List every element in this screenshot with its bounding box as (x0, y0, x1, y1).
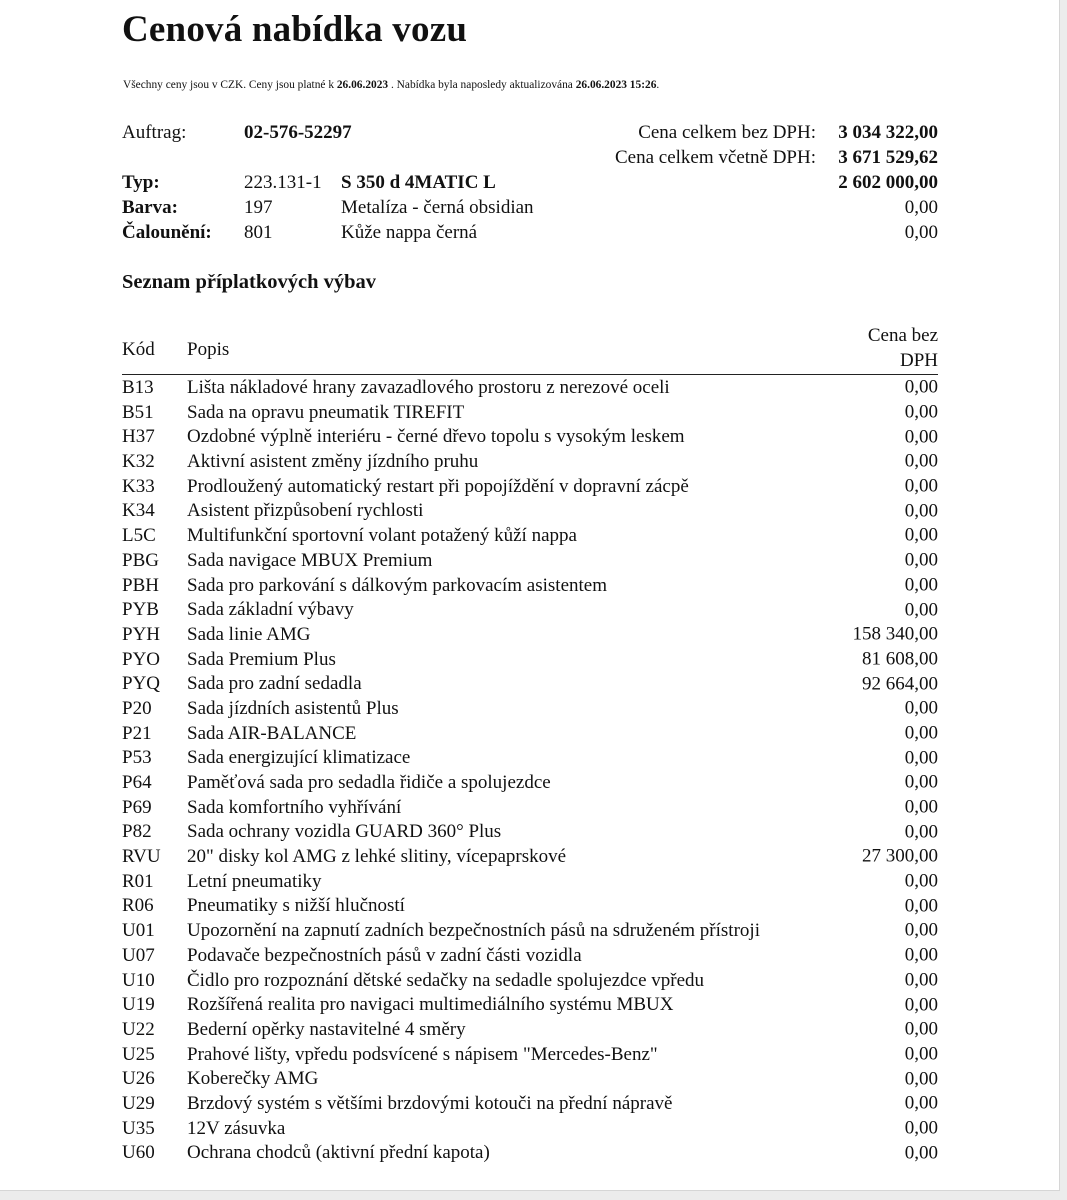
barva-code: 197 (244, 197, 273, 218)
option-price: 0,00 (904, 796, 938, 818)
option-price: 0,00 (904, 1142, 938, 1164)
option-description: Ozdobné výplně interiéru - černé dřevo topolu s vysokým leskem (187, 426, 685, 448)
table-row (122, 598, 938, 623)
table-row (122, 993, 938, 1018)
updated-timestamp: 26.06.2023 15:26 (575, 79, 657, 91)
option-price: 0,00 (904, 821, 938, 843)
options-table (122, 323, 938, 1166)
option-code: R06 (122, 895, 154, 917)
option-description: Sada linie AMG (187, 623, 311, 645)
option-price: 0,00 (904, 451, 938, 473)
table-row (122, 524, 938, 549)
option-description: Prodloužený automatický restart při popojíždění v dopravní zácpě (187, 475, 689, 497)
table-row (122, 574, 938, 599)
table-row (122, 401, 938, 426)
option-price: 0,00 (904, 376, 938, 398)
option-code: P69 (122, 796, 152, 818)
option-description: Multifunkční sportovní volant potažený kůží nappa (187, 525, 577, 547)
option-price: 158 340,00 (852, 623, 938, 645)
option-price: 0,00 (904, 1018, 938, 1040)
table-row (122, 944, 938, 969)
option-description: Letní pneumatiky (187, 870, 322, 892)
option-description: Sada pro parkování s dálkovým parkovacím asistentem (187, 574, 608, 596)
option-code: RVU (122, 846, 161, 868)
table-header (122, 323, 938, 375)
table-row (122, 1092, 938, 1117)
barva-row (122, 195, 938, 220)
column-header-cena (868, 323, 938, 373)
table-row (122, 672, 938, 697)
option-price: 27 300,00 (862, 846, 938, 868)
option-code: B13 (122, 377, 154, 398)
option-price: 0,00 (904, 920, 938, 942)
option-code: U22 (122, 1018, 155, 1040)
option-price: 0,00 (904, 549, 938, 571)
option-description: Sada jízdních asistentů Plus (187, 697, 399, 719)
option-code: P82 (122, 821, 152, 843)
option-code: U35 (122, 1117, 155, 1139)
total-excl-vat-label: Cena celkem bez DPH: (638, 122, 816, 143)
option-code: PYQ (122, 673, 161, 695)
option-description: Koberečky AMG (187, 1068, 319, 1090)
typ-label: Typ: (122, 172, 160, 193)
table-row (122, 499, 938, 524)
table-row (122, 376, 938, 401)
total-incl-row (122, 145, 938, 170)
table-row (122, 697, 938, 722)
option-code: B51 (122, 401, 154, 423)
note-suffix: . (656, 79, 660, 91)
option-price: 0,00 (904, 1043, 938, 1065)
table-row (122, 870, 938, 895)
auftrag-label: Auftrag: (122, 122, 187, 143)
option-description: Sada Premium Plus (187, 648, 336, 670)
option-code: U29 (122, 1092, 155, 1114)
price-validity-note (123, 79, 659, 91)
option-description: Upozornění na zapnutí zadních bezpečnostních pásů na sdruženém přístroji (187, 920, 760, 942)
typ-name: S 350 d 4MATIC L (341, 172, 496, 193)
option-price: 0,00 (904, 1092, 938, 1114)
table-row (122, 1141, 938, 1166)
table-row (122, 845, 938, 870)
calouneni-row (122, 220, 938, 245)
note-prefix: Všechny ceny jsou v CZK. Ceny jsou platné k (123, 79, 337, 91)
option-description: Sada komfortního vyhřívání (187, 796, 402, 818)
option-description: Sada pro zadní sedadla (187, 673, 362, 695)
option-price: 81 608,00 (862, 648, 938, 670)
table-row (122, 1018, 938, 1043)
calouneni-name: Kůže nappa černá (341, 222, 478, 243)
option-description: Sada ochrany vozidla GUARD 360° Plus (187, 821, 502, 843)
typ-row (122, 170, 938, 195)
option-code: U60 (122, 1142, 155, 1164)
option-code: PBH (122, 574, 159, 596)
table-row (122, 648, 938, 673)
option-price: 0,00 (904, 500, 938, 522)
option-description: Sada AIR-BALANCE (187, 722, 357, 744)
table-row (122, 450, 938, 475)
vehicle-info-block (122, 120, 938, 245)
option-price: 0,00 (904, 599, 938, 621)
table-row (122, 796, 938, 821)
option-code: P21 (122, 722, 152, 744)
option-code: PBG (122, 549, 159, 571)
option-price: 0,00 (904, 870, 938, 892)
option-price: 0,00 (904, 525, 938, 547)
option-description: Prahové lišty, vpředu podsvícené s nápisem "Mercedes-Benz" (187, 1043, 658, 1065)
table-row (122, 623, 938, 648)
option-code: K34 (122, 500, 155, 522)
calouneni-price: 0,00 (904, 222, 938, 243)
option-code: PYO (122, 648, 161, 670)
option-code: U01 (122, 920, 155, 942)
option-price: 0,00 (904, 944, 938, 966)
typ-price: 2 602 000,00 (838, 172, 938, 193)
table-row (122, 549, 938, 574)
option-price: 0,00 (904, 1068, 938, 1090)
option-price: 0,00 (904, 426, 938, 448)
option-description: Sada na opravu pneumatik TIREFIT (187, 401, 465, 423)
option-code: K33 (122, 475, 155, 497)
option-description: Lišta nákladové hrany zavazadlového prostoru z nerezové oceli (187, 377, 670, 398)
option-code: U26 (122, 1068, 155, 1090)
option-description: 12V zásuvka (187, 1117, 286, 1139)
option-description: Rozšířená realita pro navigaci multimediálního systému MBUX (187, 994, 674, 1016)
auftrag-row (122, 120, 938, 145)
option-description: Aktivní asistent změny jízdního pruhu (187, 451, 479, 473)
table-row (122, 1067, 938, 1092)
option-code: H37 (122, 426, 155, 448)
option-description: Čidlo pro rozpoznání dětské sedačky na sedadle spolujezdce vpředu (187, 969, 705, 991)
typ-code: 223.131-1 (244, 172, 322, 193)
column-header-kod: Kód (122, 339, 155, 360)
column-header-cena-line2: DPH (899, 350, 938, 371)
table-row (122, 820, 938, 845)
option-price: 0,00 (904, 401, 938, 423)
calouneni-code: 801 (244, 222, 273, 243)
table-row (122, 1117, 938, 1142)
note-middle: . Nabídka byla naposledy aktualizována (388, 79, 576, 91)
barva-name: Metalíza - černá obsidian (341, 197, 534, 218)
option-description: Sada navigace MBUX Premium (187, 549, 433, 571)
barva-price: 0,00 (904, 197, 938, 218)
option-description: Paměťová sada pro sedadla řidiče a spolujezdce (187, 772, 551, 793)
table-row (122, 425, 938, 450)
calouneni-label: Čalounění: (122, 222, 212, 243)
option-code: U10 (122, 969, 155, 991)
page-title: Cenová nabídka vozu (122, 9, 468, 50)
option-description: Asistent přizpůsobení rychlosti (187, 500, 424, 522)
column-header-cena-line1: Cena bez (867, 325, 938, 346)
column-header-popis: Popis (187, 339, 230, 360)
option-description: Pneumatiky s nižší hlučností (187, 895, 405, 917)
option-price: 0,00 (904, 747, 938, 769)
option-price: 0,00 (904, 1117, 938, 1139)
table-body (122, 375, 938, 1166)
table-row (122, 894, 938, 919)
valid-date: 26.06.2023 (336, 79, 389, 91)
table-row (122, 919, 938, 944)
option-price: 0,00 (904, 771, 938, 793)
table-row (122, 1043, 938, 1068)
option-price: 0,00 (904, 722, 938, 744)
table-row (122, 475, 938, 500)
total-incl-vat-value: 3 671 529,62 (838, 147, 938, 168)
option-code: PYB (122, 599, 159, 621)
option-code: U25 (122, 1043, 155, 1065)
option-price: 0,00 (904, 895, 938, 917)
option-price: 0,00 (904, 475, 938, 497)
option-description: Sada základní výbavy (187, 599, 354, 621)
table-row (122, 746, 938, 771)
option-price: 0,00 (904, 994, 938, 1016)
option-code: P20 (122, 697, 152, 719)
total-excl-vat-value: 3 034 322,00 (838, 122, 938, 143)
auftrag-number: 02-576-52297 (244, 122, 352, 143)
option-description: Podavače bezpečnostních pásů v zadní části vozidla (187, 944, 582, 966)
table-row (122, 722, 938, 747)
option-price: 0,00 (904, 697, 938, 719)
option-description: Bederní opěrky nastavitelné 4 směry (187, 1018, 466, 1040)
option-code: P53 (122, 747, 152, 769)
option-price: 0,00 (904, 574, 938, 596)
option-code: U19 (122, 994, 155, 1016)
option-code: K32 (122, 451, 155, 473)
total-incl-vat-label: Cena celkem včetně DPH: (614, 147, 816, 168)
option-code: U07 (122, 944, 155, 966)
option-price: 92 664,00 (862, 673, 938, 695)
barva-label: Barva: (122, 197, 178, 218)
option-code: R01 (122, 870, 154, 892)
table-row (122, 771, 938, 796)
option-description: Sada energizující klimatizace (187, 747, 411, 769)
option-price: 0,00 (904, 969, 938, 991)
option-description: Ochrana chodců (aktivní přední kapota) (187, 1142, 490, 1164)
options-heading: Seznam příplatkových výbav (122, 271, 376, 293)
table-row (122, 969, 938, 994)
option-description: Brzdový systém s většími brzdovými kotouči na přední nápravě (187, 1092, 673, 1114)
option-code: P64 (122, 772, 152, 793)
option-code: L5C (122, 525, 156, 547)
option-code: PYH (122, 623, 161, 645)
option-description: 20" disky kol AMG z lehké slitiny, vícepaprskové (187, 846, 567, 868)
